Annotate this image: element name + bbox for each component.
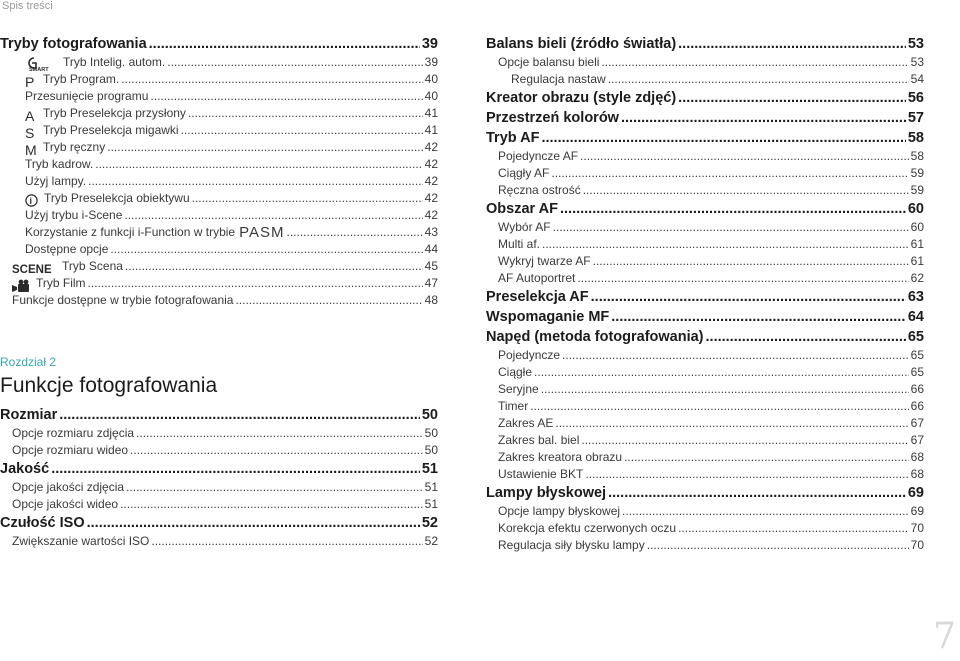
leader-dots (59, 405, 420, 425)
toc-entry[interactable] (486, 165, 924, 182)
toc-entry-label: Tryb Intelig. autom. (63, 55, 166, 69)
leader-dots (562, 347, 909, 364)
toc-entry[interactable] (0, 224, 438, 241)
toc-entry[interactable] (486, 483, 924, 503)
toc-list-right (486, 34, 924, 554)
toc-entry-page: 67 (910, 416, 924, 430)
toc-entry[interactable] (0, 105, 438, 122)
toc-entry-page: 42 (424, 208, 438, 222)
leader-dots (621, 108, 906, 128)
lens-priority-icon (25, 194, 38, 207)
leader-dots (593, 253, 909, 270)
toc-entry[interactable] (486, 236, 924, 253)
toc-entry-page: 51 (424, 497, 438, 511)
svg-text:S: S (25, 126, 35, 139)
toc-entry-label: Tryb Preselekcja przysłony (43, 106, 186, 120)
toc-entry-label: Timer (498, 399, 529, 413)
leader-dots (624, 449, 909, 466)
svg-text:A: A (25, 109, 35, 122)
leader-dots (149, 34, 420, 54)
leader-dots (150, 88, 422, 105)
leader-dots (121, 71, 422, 88)
toc-entry[interactable] (0, 513, 438, 533)
toc-entry[interactable] (486, 287, 924, 307)
toc-entry-label: Multi af. (498, 237, 541, 251)
toc-entry-page: 57 (907, 110, 924, 126)
scene-icon (12, 262, 56, 275)
leader-dots (541, 128, 905, 148)
toc-entry-label: Tryby fotografowania (0, 36, 147, 52)
leader-dots (181, 122, 423, 139)
page-number: 7 (933, 616, 956, 657)
leader-dots (601, 54, 908, 71)
chapter-title: Funkcje fotografowania (0, 374, 218, 397)
svg-text:SMART: SMART (29, 67, 49, 71)
toc-entry-page: 61 (910, 237, 924, 251)
toc-entry-label: Kreator obrazu (style zdjęć) (486, 90, 677, 106)
toc-entry-page: 65 (910, 348, 924, 362)
toc-entry-page: 41 (424, 106, 438, 120)
toc-entry-page: 70 (910, 521, 924, 535)
leader-dots (192, 190, 423, 207)
toc-entry-label: Rozmiar (0, 407, 58, 423)
toc-entry-label: Zakres AE (498, 416, 554, 430)
leader-dots (235, 292, 422, 309)
leader-dots (706, 327, 906, 347)
leader-dots (647, 537, 909, 554)
toc-entry[interactable] (486, 327, 924, 347)
toc-entry-page: 42 (424, 174, 438, 188)
toc-entry-label: Opcje lampy błyskowej (498, 504, 621, 518)
toc-entry-page: 65 (907, 329, 924, 345)
toc-entry-page: 54 (910, 72, 924, 86)
toc-entry-label: Zakres bal. biel (498, 433, 580, 447)
leader-dots (120, 496, 423, 513)
toc-entry[interactable] (0, 241, 438, 258)
toc-entry[interactable] (486, 347, 924, 364)
toc-entry[interactable] (486, 108, 924, 128)
leader-dots (581, 432, 908, 449)
leader-dots (124, 207, 422, 224)
toc-entry[interactable] (486, 449, 924, 466)
leader-dots (95, 156, 422, 173)
toc-entry[interactable] (486, 148, 924, 165)
leader-dots (577, 270, 908, 287)
toc-entry-page: 60 (910, 220, 924, 234)
toc-entry[interactable] (486, 466, 924, 483)
toc-entry-label: Użyj trybu i-Scene (25, 208, 123, 222)
toc-entry-label: Tryb Preselekcja obiektywu (44, 191, 190, 205)
toc-entry[interactable] (486, 503, 924, 520)
leader-dots (88, 275, 423, 292)
toc-entry[interactable] (0, 139, 438, 156)
leader-dots (530, 398, 908, 415)
toc-entry-page: 68 (910, 450, 924, 464)
a-mode-icon (25, 109, 37, 122)
toc-entry-label: Wspomaganie MF (486, 309, 610, 325)
toc-entry-page: 52 (424, 534, 438, 548)
toc-list-chapter (0, 405, 438, 550)
toc-entry[interactable] (0, 533, 438, 550)
toc-entry-page: 45 (424, 259, 438, 273)
leader-dots (87, 513, 420, 533)
svg-text:M: M (25, 143, 37, 156)
toc-entry-page: 43 (424, 225, 438, 239)
toc-entry[interactable] (486, 182, 924, 199)
leader-dots (580, 148, 909, 165)
svg-text:SCENE: SCENE (12, 264, 52, 275)
toc-entry-label: Lampy błyskowej (486, 485, 607, 501)
leader-dots (611, 307, 906, 327)
toc-entry-page: 53 (907, 36, 924, 52)
toc-entry[interactable] (486, 54, 924, 71)
toc-entry-page: 40 (424, 89, 438, 103)
toc-entry[interactable] (486, 253, 924, 270)
toc-entry-page: 50 (421, 407, 438, 423)
toc-entry-page: 69 (907, 485, 924, 501)
toc-entry-page: 40 (424, 72, 438, 86)
toc-entry-page: 62 (910, 271, 924, 285)
toc-entry[interactable] (0, 173, 438, 190)
toc-entry-page: 70 (910, 538, 924, 552)
leader-dots (88, 173, 423, 190)
toc-entry-page: 50 (424, 426, 438, 440)
toc-entry-label: Ręczna ostrość (498, 183, 581, 197)
leader-dots (167, 54, 422, 71)
toc-entry-page: 60 (907, 201, 924, 217)
toc-entry-label: Zwiększanie wartości ISO (12, 534, 150, 548)
leader-dots (51, 459, 420, 479)
toc-entry-label: Wykryj twarze AF (498, 254, 591, 268)
toc-entry-page: 50 (424, 443, 438, 457)
toc-entry[interactable] (0, 34, 438, 54)
toc-entry-label: Przestrzeń kolorów (486, 110, 619, 126)
toc-entry-page: 39 (424, 55, 438, 69)
toc-entry-page: 51 (421, 461, 438, 477)
toc-entry[interactable] (486, 71, 924, 88)
leader-dots (286, 224, 422, 241)
toc-entry-page: 52 (421, 515, 438, 531)
toc-entry[interactable] (486, 199, 924, 219)
toc-entry[interactable] (486, 88, 924, 108)
toc-entry-label: Tryb Preselekcja migawki (43, 123, 179, 137)
toc-entry-label: Użyj lampy. (25, 174, 87, 188)
toc-entry-label: Opcje balansu bieli (498, 55, 600, 69)
leader-dots (678, 88, 906, 108)
toc-entry[interactable] (0, 156, 438, 173)
toc-entry-label: Ciągłe (498, 365, 533, 379)
toc-entry-label: Korekcja efektu czerwonych oczu (498, 521, 677, 535)
toc-entry[interactable] (0, 459, 438, 479)
toc-entry-label: Tryb Scena (62, 259, 123, 273)
leader-dots (125, 258, 423, 275)
toc-entry-label: Przesunięcie programu (25, 89, 149, 103)
leader-dots (608, 71, 909, 88)
leader-dots (622, 503, 909, 520)
toc-entry-label: Jakość (0, 461, 50, 477)
toc-entry-page: 59 (910, 183, 924, 197)
toc-entry[interactable] (0, 190, 438, 207)
toc-entry[interactable] (0, 496, 438, 513)
toc-entry-page: 42 (424, 191, 438, 205)
leader-dots (110, 241, 422, 258)
leader-dots (553, 219, 909, 236)
leader-dots (541, 381, 909, 398)
leader-dots (188, 105, 423, 122)
toc-entry-page: 68 (910, 467, 924, 481)
toc-entry[interactable] (0, 54, 438, 71)
toc-entry-page: 67 (910, 433, 924, 447)
toc-entry-page: 48 (424, 293, 438, 307)
toc-entry-label: Opcje rozmiaru wideo (12, 443, 129, 457)
m-mode-icon (25, 143, 37, 156)
toc-entry[interactable] (0, 71, 438, 88)
toc-entry[interactable] (486, 128, 924, 148)
toc-entry-page: 63 (907, 289, 924, 305)
toc-entry-page: 66 (910, 399, 924, 413)
toc-entry[interactable] (0, 425, 438, 442)
toc-entry-page: 64 (907, 309, 924, 325)
leader-dots (542, 236, 909, 253)
toc-entry[interactable] (486, 398, 924, 415)
toc-list-top (0, 34, 438, 309)
chapter-label: Rozdział 2 (0, 355, 57, 369)
toc-entry-page: 42 (424, 157, 438, 171)
toc-entry-label: Tryb ręczny (43, 140, 106, 154)
toc-entry-label: Preselekcja AF (486, 289, 589, 305)
toc-entry[interactable] (486, 34, 924, 54)
toc-entry-page: 59 (910, 166, 924, 180)
leader-dots (591, 287, 906, 307)
toc-entry[interactable] (0, 275, 438, 292)
toc-entry-label: Opcje jakości zdjęcia (12, 480, 125, 494)
toc-entry-label: Regulacja siły błysku lampy (498, 538, 645, 552)
toc-entry-label: Dostępne opcje (25, 242, 109, 256)
leader-dots (555, 415, 908, 432)
toc-entry-label: Tryb Program. (43, 72, 120, 86)
toc-entry-label: Ciągły AF (498, 166, 550, 180)
toc-entry[interactable] (0, 88, 438, 105)
toc-entry-label: Korzystanie z funkcji i-Function w trybie (25, 225, 236, 239)
leader-dots (583, 182, 909, 199)
toc-entry-label: Tryb AF (486, 130, 540, 146)
p-mode-icon (25, 75, 37, 88)
toc-entry[interactable] (486, 307, 924, 327)
svg-text:P: P (25, 75, 35, 88)
toc-entry-page: 42 (424, 140, 438, 154)
leader-dots (136, 425, 423, 442)
leader-dots (551, 165, 908, 182)
toc-entry-label: Regulacja nastaw (511, 72, 606, 86)
toc-entry-label: Pojedyncze AF (498, 149, 579, 163)
leader-dots (560, 199, 906, 219)
toc-entry-page: 41 (424, 123, 438, 137)
toc-entry-page: 39 (421, 36, 438, 52)
s-mode-icon (25, 126, 37, 139)
leader-dots (130, 442, 423, 459)
toc-entry-page: 58 (910, 149, 924, 163)
toc-entry-label: Wybór AF (498, 220, 551, 234)
toc-entry-page: 58 (907, 130, 924, 146)
toc-entry[interactable] (0, 258, 438, 275)
toc-entry-label: AF Autoportret (498, 271, 576, 285)
toc-entry[interactable] (486, 270, 924, 287)
toc-entry-label: Opcje jakości wideo (12, 497, 119, 511)
toc-entry[interactable] (486, 219, 924, 236)
toc-entry[interactable] (0, 292, 438, 309)
smart-auto-icon (25, 57, 57, 71)
page-header: Spis treści (2, 0, 53, 12)
leader-dots (107, 139, 422, 156)
leader-dots (585, 466, 908, 483)
toc-entry[interactable] (486, 415, 924, 432)
leader-dots (534, 364, 909, 381)
toc-entry-label: Ustawienie BKT (498, 467, 584, 481)
toc-right-column (486, 34, 924, 554)
toc-entry[interactable] (0, 122, 438, 139)
svg-text:i: i (29, 196, 33, 206)
leader-dots (678, 34, 906, 54)
toc-entry[interactable] (0, 442, 438, 459)
toc-entry-page: 47 (424, 276, 438, 290)
mode-suffix-label: PASM (239, 224, 285, 241)
toc-entry-label: Zakres kreatora obrazu (498, 450, 623, 464)
leader-dots (126, 479, 423, 496)
toc-entry-label: Tryb Film (36, 276, 86, 290)
toc-entry-label: Funkcje dostępne w trybie fotografowania (12, 293, 234, 307)
movie-icon (12, 279, 30, 292)
toc-entry-page: 69 (910, 504, 924, 518)
toc-entry-label: Czułość ISO (0, 515, 85, 531)
toc-entry-page: 61 (910, 254, 924, 268)
leader-dots (151, 533, 422, 550)
toc-entry[interactable] (486, 364, 924, 381)
toc-entry-label: Pojedyncze (498, 348, 561, 362)
toc-entry-label: Opcje rozmiaru zdjęcia (12, 426, 135, 440)
toc-entry-label: Tryb kadrow. (25, 157, 94, 171)
toc-left-column (0, 34, 438, 550)
toc-entry[interactable] (486, 537, 924, 554)
toc-entry-page: 65 (910, 365, 924, 379)
toc-entry-label: Seryjne (498, 382, 539, 396)
toc-entry-page: 56 (907, 90, 924, 106)
toc-entry-page: 53 (910, 55, 924, 69)
toc-entry[interactable] (486, 432, 924, 449)
toc-entry-page: 44 (424, 242, 438, 256)
toc-entry[interactable] (0, 405, 438, 425)
toc-entry[interactable] (0, 207, 438, 224)
toc-entry-label: Napęd (metoda fotografowania) (486, 329, 704, 345)
leader-dots (678, 520, 909, 537)
toc-entry-label: Obszar AF (486, 201, 558, 217)
toc-entry-page: 51 (424, 480, 438, 494)
toc-entry-page: 66 (910, 382, 924, 396)
toc-entry[interactable] (0, 479, 438, 496)
toc-entry[interactable] (486, 520, 924, 537)
leader-dots (608, 483, 906, 503)
toc-entry-label: Balans bieli (źródło światła) (486, 36, 677, 52)
toc-entry[interactable] (486, 381, 924, 398)
